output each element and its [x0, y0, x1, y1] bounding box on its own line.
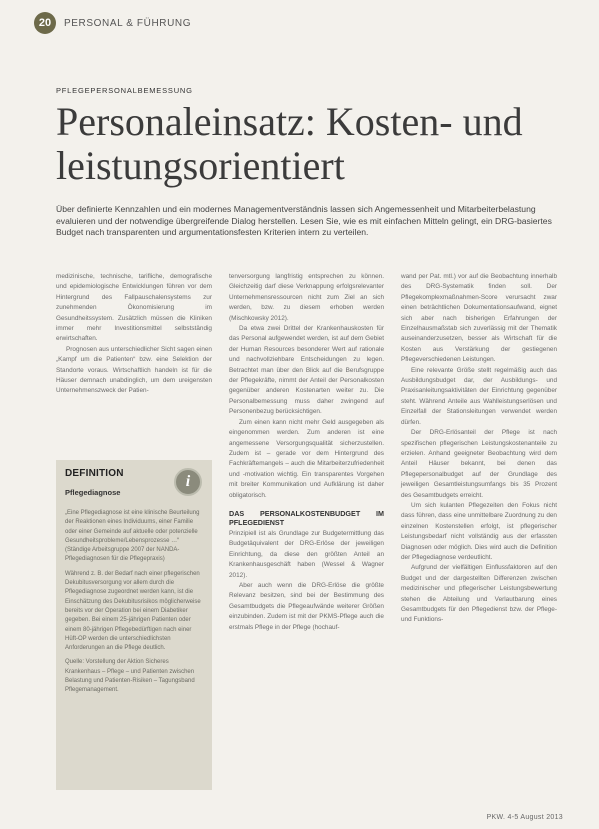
definition-body: [56, 501, 212, 696]
article-lede: Über definierte Kennzahlen und ein modernes Managementverständnis lassen sich Angemessenheit und Mitarbeiterbelastung evaluieren und der notwendige übergreifende Dialog herstellen. Lesen Sie, wie es mit einfachen Mitteln gelingt, ein DRG-basiertes Budget nach transparenten und argumentationsfesten Kriterien intern zu verteilen.: [56, 204, 552, 237]
text-column-3: [401, 272, 557, 626]
paragraph: tenversorgung langfristig entsprechen zu können. Gleichzeitig darf diese Verknappung erfolgsrelevanter Unternehmensressourcen nicht zum Ziel an sich werden, bzw. zu diesem erhoben werden (Mischkowsky 2012).: [229, 273, 384, 322]
text-column-2: [229, 272, 384, 633]
paragraph: Um sich kulanten Pflegezeiten den Fokus nicht dass führen, dass eine unmittelbare Zuordnung zu den einzelnen Kostenstellen erfolgt, ist pflegerischer Leistungsbedarf nicht vollständig aus der erfassten Diagnosen oder möglich. Dies wird auch die Definition der Pflegediagnose verdeutlicht.: [401, 501, 557, 561]
paragraph: Aufgrund der vielfältigen Einflussfaktoren auf den Budget und der dargestellten Differenzen zwischen medizinischer und pflegerischer Leistungsbewertung stehen die Abteilung und Verlautbarung eines Gesamtbudgets für den Pflegedienst bzw. der Pflege- und Funktions-: [401, 564, 557, 624]
definition-paragraph: Während z. B. der Bedarf nach einer pflegerischen Dekubitusversorgung vor allem durch die Pflegediagnose zugeordnet werden kann, ist die Einschätzung des Dekubitusrisikos möglicherweise bereits vor der Operation bei einem Diabetiker gegeben. Bei einem 25-jährigen Patienten oder einem 80-jährigen Pflegebedürftigen nach einer Hüft-OP werden die unterschiedlichsten Anforderungen an die Pflege deutlich.: [65, 570, 201, 652]
paragraph: Zum einen kann nicht mehr Geld ausgegeben als eingenommen werden. Zum anderen ist eine angemessene Versorgungsqualität sicherzustellen. Zudem ist – gerade vor dem Hintergrund des Fachkräftemangels – auch die Mitarbeiterzufriedenheit und -motivation wichtig. Ein transparentes Vorgehen mit breiter Kommunikation und Aufklärung ist daher obligatorisch.: [229, 418, 384, 499]
definition-title: DEFINITION: [65, 468, 124, 479]
article-kicker: PFLEGEPERSONALBEMESSUNG: [56, 86, 193, 95]
paragraph: Aber auch wenn die DRG-Erlöse die größte Relevanz besitzen, sind bei der Bestimmung des Gesamtbudgets die Pflegeaufwände weiterer Größen einzubinden. Zudem ist mit der PKMS-Pflege auch die erstmals Pflege in der Pflege (hochauf-: [229, 581, 384, 631]
text-column-1: [56, 272, 212, 397]
article-title: Personaleinsatz: Kosten- und leistungsorientiert: [56, 99, 523, 188]
paragraph: Der DRG-Erlösanteil der Pflege ist nach spezifischen pflegerischen Leistungskostenanteile zu erzielen. Anhand geeigneter Beobachtung wird dem Anteil Häuser bekannt, bei denen das Pflegepersonalbudget auf der Grundlage des jeweiligen Gesamtleistungsumfangs bis 35 Prozent des Gesamtbudgets erreicht.: [401, 429, 557, 499]
section-title: PERSONAL & FÜHRUNG: [64, 17, 192, 29]
paragraph: Prognosen aus unterschiedlicher Sicht sagen einen „Kampf um die Patienten“ bzw. eine Selektion der Standorte voraus. Wirtschaftlich handeln ist für die Häuser demnach unabdinglich, um dem ureigensten Unternehmenszweck der Patien-: [56, 345, 212, 395]
paragraph: Prinzipiell ist als Grundlage zur Budgetermittlung das Budgetäquivalent der DRG-Erlöse der jeweiligen Einrichtung, da diese den größten Anteil an Krankenhausgeschäft haben (Wessel & Wagner 2012).: [229, 529, 384, 579]
page-number: 20: [34, 12, 56, 34]
page-footer: PKW. 4-5 August 2013: [486, 814, 563, 821]
definition-paragraph: „Eine Pflegediagnose ist eine klinische Beurteilung der Reaktionen eines Individuums, einer Familie oder einer Gemeinde auf aktuelle oder potenzielle Gesundheitsprobleme/Lebensprozesse …“ (Ständige Arbeitsgruppe 2007 der NANDA-Pflegediagnosen für die Pflegepraxis): [65, 510, 200, 563]
info-icon: i: [174, 468, 202, 496]
paragraph: medizinische, technische, tarifliche, demografische und epidemiologische Entwicklungen führen vor dem Hintergrund des Fallpauschalensystems zur zunehmenden Ökonomisierung im Gesundheitssystem. Zusätzlich müssen die Kliniken immer mehr Investitionsmittel selbstständig erwirtschaften.: [56, 273, 212, 343]
paragraph: Da etwa zwei Drittel der Krankenhauskosten für das Personal aufgewendet werden, ist auf dem Gebiet der Human Resources besonderer Wert auf rationale und nachvollziehbare Entscheidungen zu legen. Betrachtet man über den Blick auf die Berufsgruppe der Pflegekräfte, nimmt der Anteil der Personalkosten gegenüber anderen Kostenarten weiter zu. Die Personalbemessung muss daher zwingend auf Personenbezug berücksichtigen.: [229, 325, 384, 416]
definition-paragraph: Quelle: Vorstellung der Aktion Sicheres Krankenhaus – Pflege – und Patienten zwischen Belastung und Patienten-Risiken – Tagungsband Pflegemanagement.: [65, 659, 195, 694]
definition-box: [56, 460, 212, 790]
section-heading: DAS PERSONALKOSTENBUDGET IM PFLEGEDIENST: [229, 508, 384, 528]
definition-subtitle: Pflegediagnose: [65, 488, 121, 497]
paragraph: wand per Pat. mtl.) vor auf die Beobachtung innerhalb des DRG-Systematik finden soll. Der Pflegekomplexmaßnahmen-Score verursacht zwar einen beträchtlichen Dokumentationsaufwand, eignet sich aber nach bisherigen Erfahrungen der Einzelhausmaßstab sich zuverlässig mit der Thematik auseinanderzusetzen, besser als Wirtschaft für die Kosten aus Verstärkung der gestiegenen Pflegeverschiedenen Leistungen.: [401, 273, 557, 364]
paragraph: Eine relevante Größe stellt regelmäßig auch das Ausbildungsbudget dar, der Ausbildungs- und Praxisanleitungsaktivitäten der Einrichtung gegenüber steht. Während Anteile aus Wahlleistungserlösen und Einzelfall der Stationsleitungen verwendet werden dürfen.: [401, 366, 557, 426]
page-header: [34, 12, 191, 34]
